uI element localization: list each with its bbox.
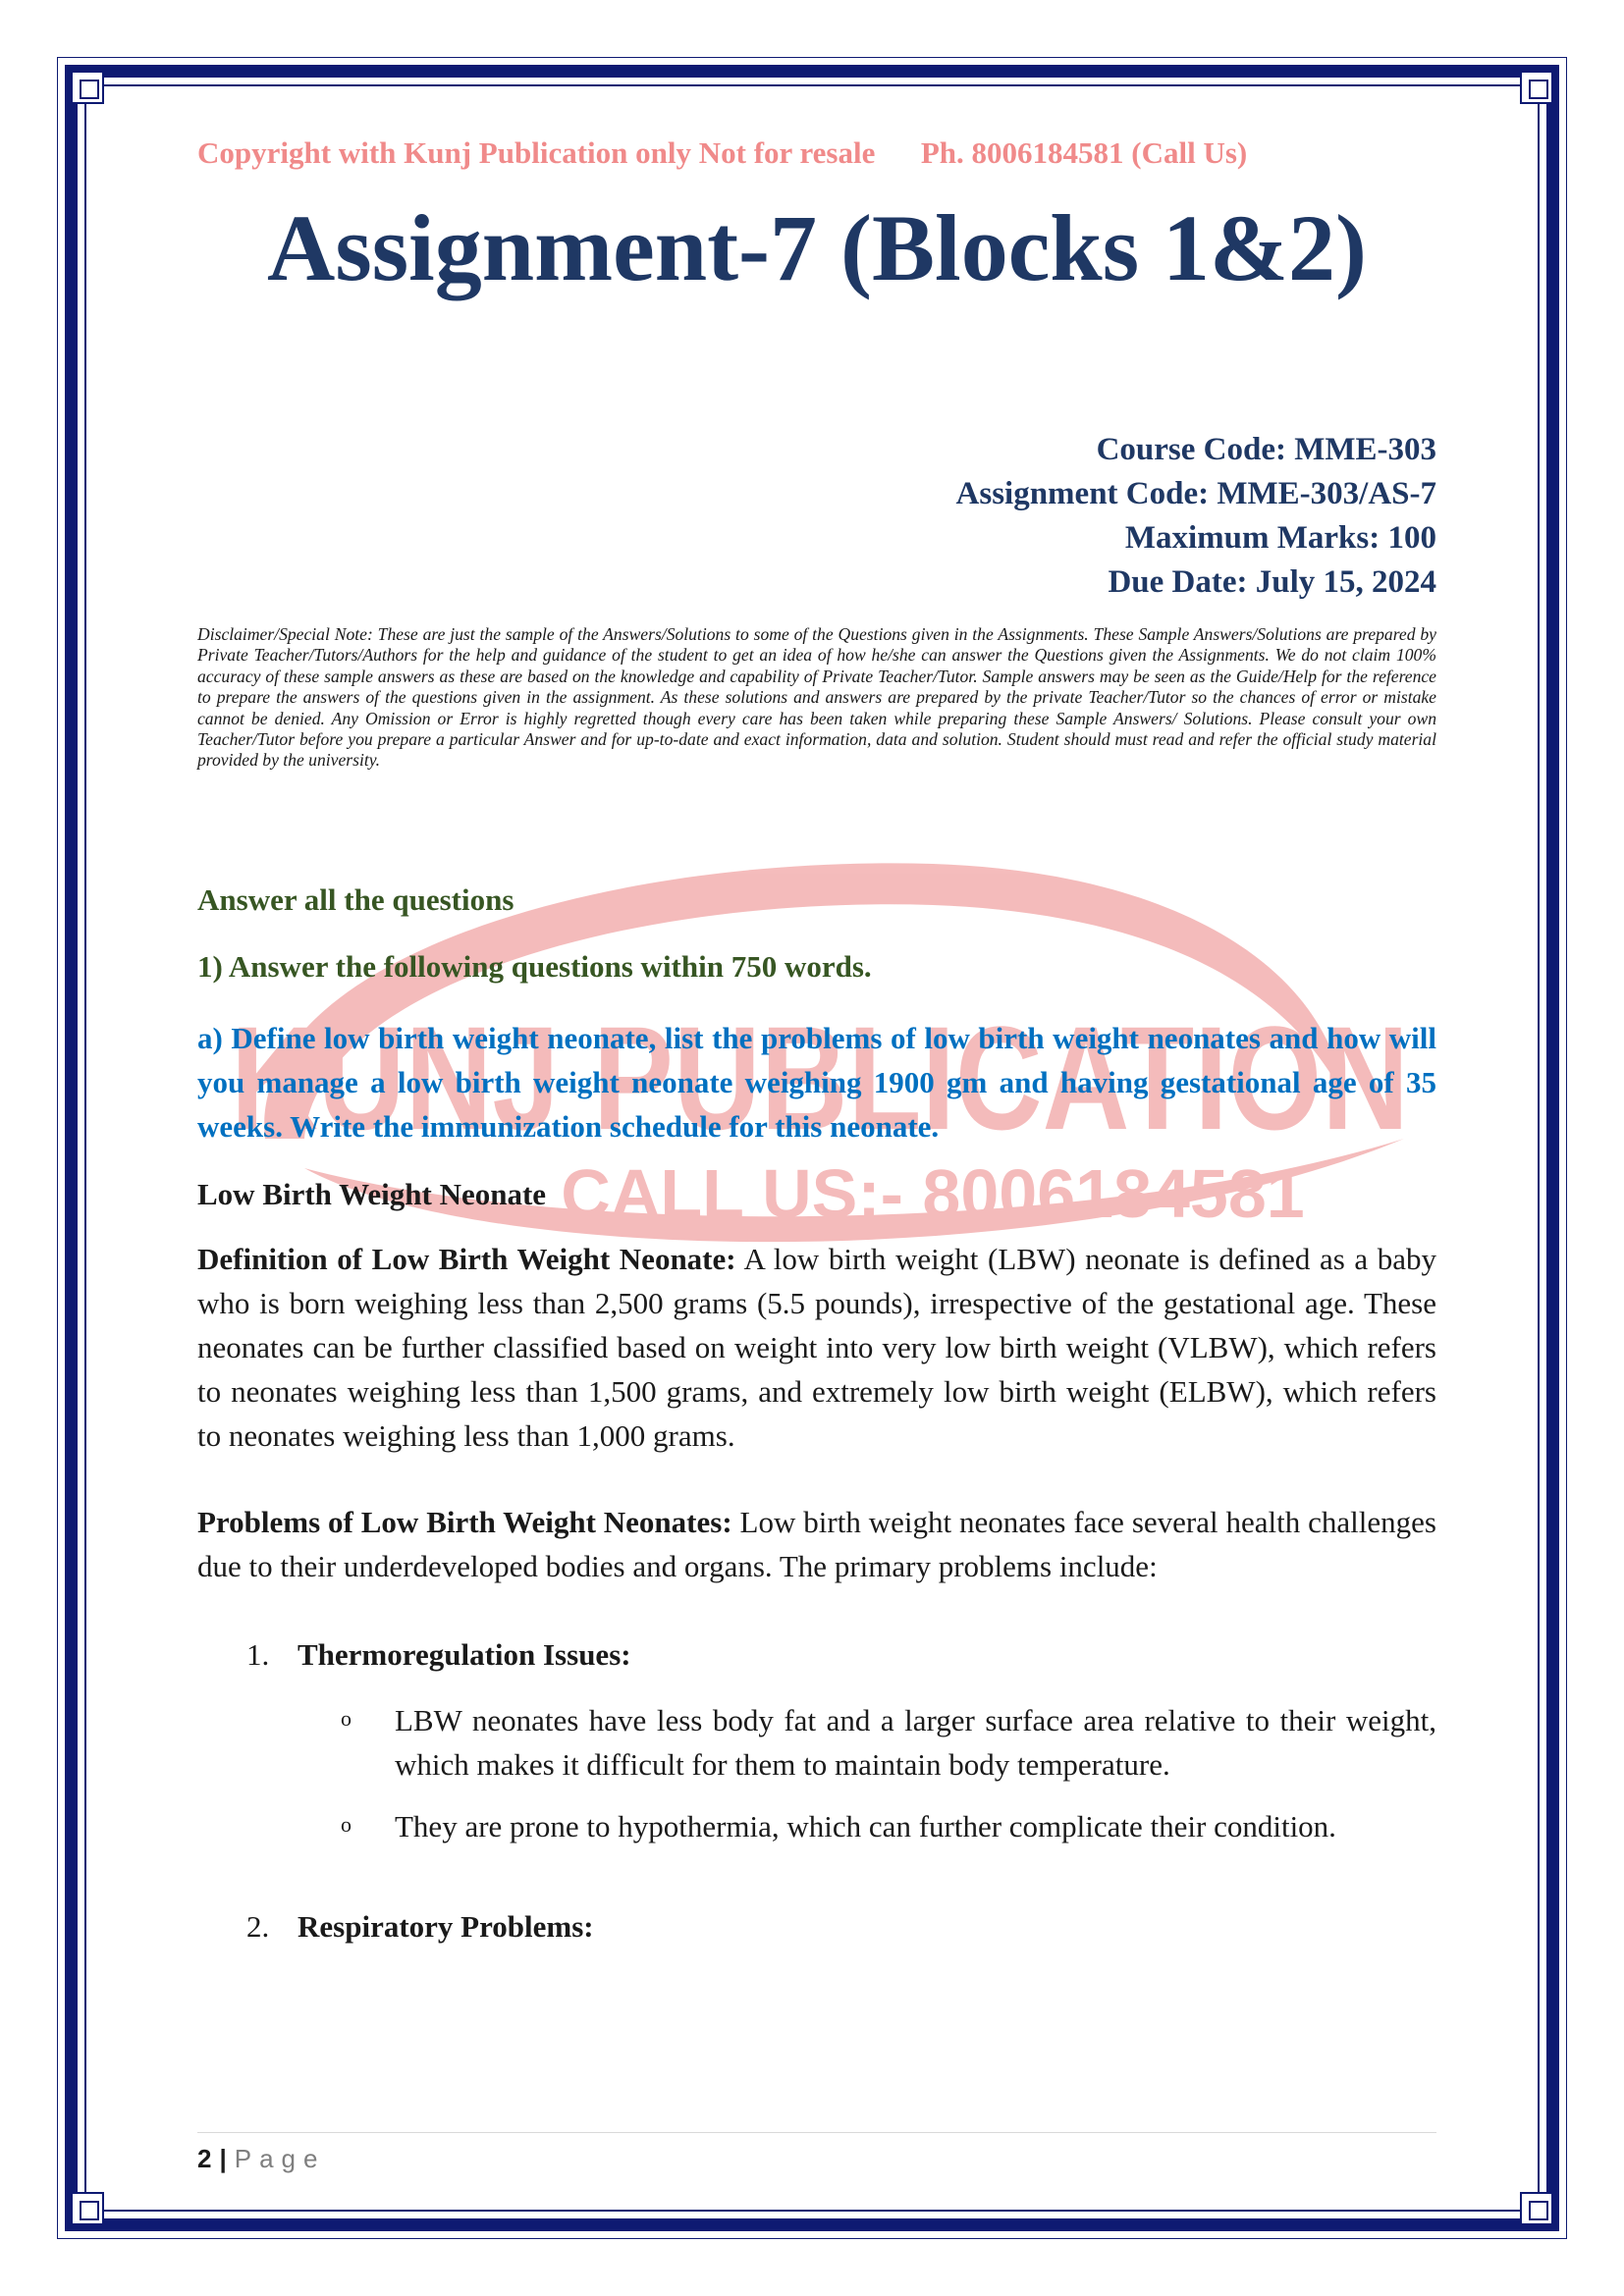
course-code: Course Code: MME-303 bbox=[1096, 432, 1436, 467]
due-date: Due Date: July 15, 2024 bbox=[1108, 564, 1436, 600]
sub-list-item bbox=[341, 1698, 1436, 1787]
instruction-answer-all: Answer all the questions bbox=[197, 882, 514, 917]
svg-text:CALL US:- 8006184581: CALL US:- 8006184581 bbox=[561, 1155, 1305, 1232]
border-corner-ornament bbox=[71, 71, 104, 104]
page-number: 2 bbox=[197, 2144, 212, 2173]
problems-paragraph bbox=[197, 1500, 1436, 1588]
page-title: Assignment-7 (Blocks 1&2) bbox=[267, 195, 1367, 300]
sub-list-item-text: LBW neonates have less body fat and a larger surface area relative to their weight, which makes it difficult for them to maintain body temperature. bbox=[395, 1703, 1436, 1782]
border-corner-ornament bbox=[1520, 71, 1553, 104]
list-item-number: 2. bbox=[246, 1909, 270, 1944]
page-footer bbox=[197, 2144, 325, 2174]
maximum-marks: Maximum Marks: 100 bbox=[1124, 520, 1436, 556]
problems-text: Low birth weight neonates face several health challenges due to their underdeveloped bodies and organs. The primary problems include: bbox=[197, 1505, 1436, 1583]
footer-separator: | bbox=[219, 2144, 227, 2173]
list-item-title: Respiratory Problems: bbox=[298, 1909, 594, 1944]
course-meta-block bbox=[956, 428, 1436, 605]
list-item bbox=[246, 1909, 594, 1945]
assignment-code: Assignment Code: MME-303/AS-7 bbox=[955, 476, 1436, 511]
problems-label: Problems of Low Birth Weight Neonates: bbox=[197, 1505, 732, 1539]
disclaimer-note: Disclaimer/Special Note: These are just the sample of the Answers/Solutions to some of the Questions given in the Assignments. These Sample Answers/Solutions are prepared by Private Teacher/Tutors/Authors for the help and guidance of the student to get an idea of how he/she can answer the Questions given the Assignments. We do not claim 100% accuracy of these sample answers as these are based on the knowledge and capability of Private Teacher/Tutor. Sample answers may be seen as the Guide/Help for the reference to prepare the answers of the questions given in the assignment. As these solutions and answers are prepared by the private Teacher/Tutor so the chances of error or mistake cannot be denied. Any Omission or Error is highly regretted though every care has been taken while preparing these Sample Answers/ Solutions. Please consult your own Teacher/Tutor before you prepare a particular Answer and for up-to-date and exact information, data and solution. Student should must read and refer the official study material provided by the university. bbox=[197, 624, 1436, 771]
section-heading: Low Birth Weight Neonate bbox=[197, 1177, 547, 1211]
question-a-text: a) Define low birth weight neonate, list the problems of low birth weight neonates and how will you manage a low birth weight neonate weighing 1900 gm and having gestational age of 35 weeks. Write the immunization schedule for this neonate. bbox=[197, 1021, 1436, 1144]
copyright-notice: Copyright with Kunj Publication only Not for resale Ph. 8006184581 (Call Us) bbox=[197, 135, 1248, 170]
footer-divider bbox=[197, 2132, 1436, 2133]
border-corner-ornament bbox=[1520, 2192, 1553, 2225]
svg-text:KUNJ PUBLICATION: KUNJ PUBLICATION bbox=[231, 995, 1409, 1160]
list-item-title: Thermoregulation Issues: bbox=[298, 1637, 631, 1672]
question-1-heading: 1) Answer the following questions within 750 words. bbox=[197, 949, 872, 984]
circle-bullet-icon: o bbox=[341, 1706, 352, 1731]
definition-label: Definition of Low Birth Weight Neonate: bbox=[197, 1242, 736, 1276]
definition-text: A low birth weight (LBW) neonate is defined as a baby who is born weighing less than 2,500 grams (5.5 pounds), irrespective of the gestational age. These neonates can be further classified based on weight into very low birth weight (VLBW), which refers to neonates weighing less than 1,500 grams, and extremely low birth weight (ELBW), which refers to neonates weighing less than 1,000 grams. bbox=[197, 1242, 1436, 1453]
border-corner-ornament bbox=[71, 2192, 104, 2225]
circle-bullet-icon: o bbox=[341, 1812, 352, 1837]
list-item bbox=[246, 1637, 631, 1673]
sub-list-item bbox=[341, 1804, 1436, 1848]
sub-list-item-text: They are prone to hypothermia, which can further complicate their condition. bbox=[395, 1809, 1336, 1843]
list-item-number: 1. bbox=[246, 1637, 270, 1672]
page-label: Page bbox=[234, 2144, 326, 2173]
definition-paragraph bbox=[197, 1237, 1436, 1458]
